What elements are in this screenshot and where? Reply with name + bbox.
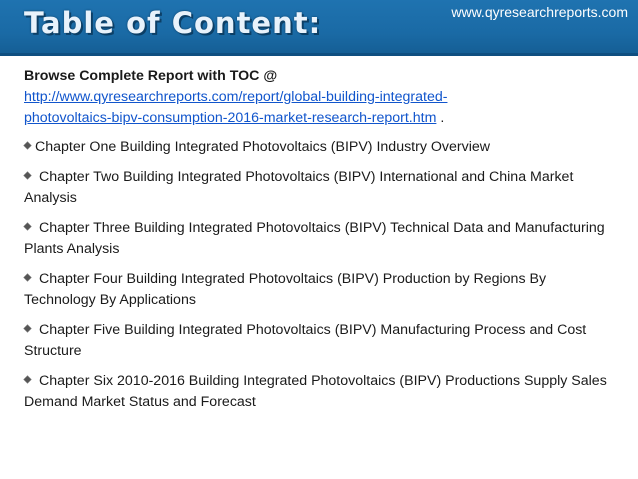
report-link[interactable] <box>24 89 447 126</box>
toc-content <box>24 66 620 422</box>
chapter-text: Chapter Two Building Integrated Photovoltaics (BIPV) International and China Market Analysis <box>24 169 574 206</box>
report-link-line-1: http://www.qyresearchreports.com/report/global-building-integrated- <box>24 89 448 105</box>
chapter-text: Chapter Three Building Integrated Photovoltaics (BIPV) Technical Data and Manufacturing Plants Analysis <box>24 220 605 257</box>
diamond-bullet-icon <box>24 172 32 180</box>
header-band <box>0 0 638 56</box>
chapter-item-4 <box>24 269 620 311</box>
link-tail: . <box>436 110 445 126</box>
diamond-bullet-icon <box>24 142 32 150</box>
chapter-item-3 <box>24 218 620 260</box>
report-link-line-2: photovoltaics-bipv-consumption-2016-market-research-report.htm <box>24 110 437 126</box>
diamond-bullet-icon <box>24 325 32 333</box>
chapter-item-6 <box>24 371 620 413</box>
chapter-text: Chapter Six 2010-2016 Building Integrated Photovoltaics (BIPV) Productions Supply Sales Demand Market Status and Forecast <box>24 373 607 410</box>
intro-paragraph <box>24 66 620 129</box>
diamond-bullet-icon <box>24 376 32 384</box>
chapter-text: Chapter Five Building Integrated Photovoltaics (BIPV) Manufacturing Process and Cost Structure <box>24 322 587 359</box>
chapter-text: Chapter One Building Integrated Photovoltaics (BIPV) Industry Overview <box>35 139 491 155</box>
page-title: Table of Content: <box>24 6 322 40</box>
chapter-item-2 <box>24 167 620 209</box>
chapter-item-1 <box>24 137 620 158</box>
chapter-item-5 <box>24 320 620 362</box>
chapter-text: Chapter Four Building Integrated Photovoltaics (BIPV) Production by Regions By Technology By Applications <box>24 271 547 308</box>
intro-label: Browse Complete Report with TOC @ <box>24 68 278 84</box>
site-url: www.qyresearchreports.com <box>451 4 628 20</box>
diamond-bullet-icon <box>24 274 32 282</box>
diamond-bullet-icon <box>24 223 32 231</box>
